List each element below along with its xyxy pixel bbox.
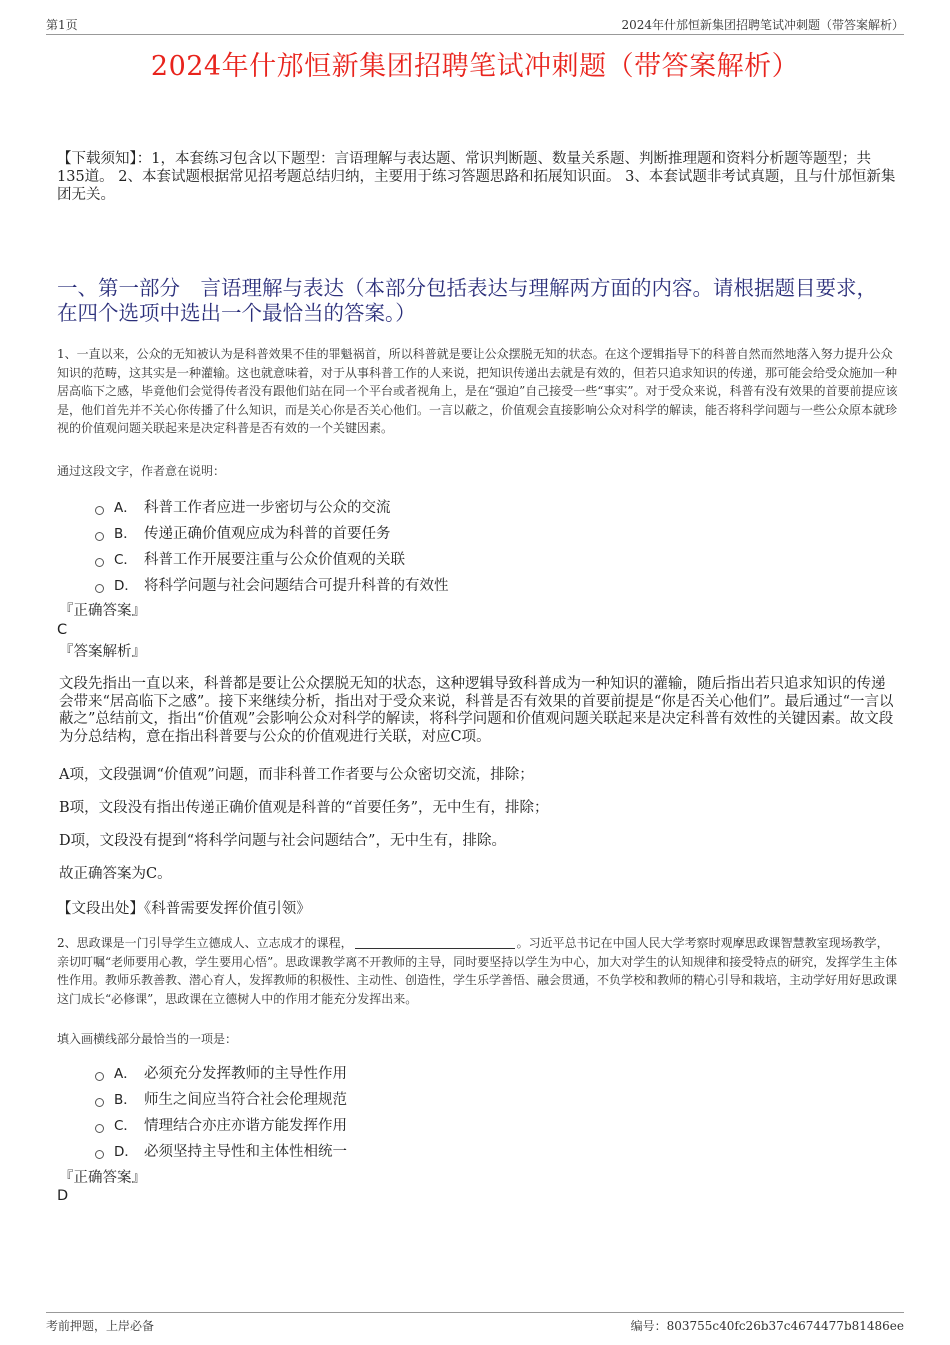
page-number: 第1页 — [46, 18, 78, 32]
radio-icon[interactable] — [95, 532, 104, 541]
radio-icon[interactable] — [95, 506, 104, 515]
option-text: 必须充分发挥教师的主导性作用 — [144, 1065, 347, 1082]
analysis-line-a: A项，文段强调“价值观”问题，而非科普工作者要与公众密切交流，排除； — [59, 767, 534, 783]
answer-value: D — [57, 1188, 69, 1204]
radio-icon[interactable] — [95, 1124, 104, 1133]
question-2-options — [95, 1059, 347, 1163]
document-title: 2024年什邡恒新集团招聘笔试冲刺题（带答案解析） — [150, 51, 800, 82]
radio-icon[interactable] — [95, 558, 104, 567]
option-text: 必须坚持主导性和主体性相统一 — [144, 1143, 347, 1160]
option-a[interactable]: A． 必须充分发挥教师的主导性作用 — [95, 1059, 347, 1085]
question-1-prompt: 通过这段文字，作者意在说明： — [57, 464, 226, 478]
answer-value: C — [57, 622, 68, 638]
footer-doc-id: 编号：803755c40fc26b37c4674477b81486ee — [630, 1319, 904, 1333]
answer-label: 『正确答案』 — [59, 603, 146, 619]
option-text: 情理结合亦庄亦谐方能发挥作用 — [144, 1117, 347, 1134]
fill-blank — [355, 936, 515, 949]
option-c[interactable]: C． 科普工作开展要注重与公众价值观的关联 — [95, 545, 449, 571]
question-1-options — [95, 493, 449, 597]
answer-label: 『正确答案』 — [59, 1170, 146, 1186]
analysis-text: 文段先指出一直以来，科普都是要让公众摆脱无知的状态，这种逻辑导致科普成为一种知识的灌输，随后指出若只追求知识的传递会带来“居高临下之感”。接下来继续分析，指出对于受众来说，科普是否有效果的首要前提是“你是否关心他们”。最后通过“一言以蔽之”总结前文，指出“价值观”会影响公众对科学的解读，将科学问题和价值观问题关联起来是决定科普有效性的关键因素。故文段为分总结构，意在指出科普要与公众的价值观进行关联，对应C项。 — [59, 676, 894, 745]
analysis-line-d: D项，文段没有提到“将科学问题与社会问题结合”，无中生有，排除。 — [59, 833, 506, 849]
page-header — [46, 16, 904, 35]
option-b[interactable]: B． 传递正确价值观应成为科普的首要任务 — [95, 519, 449, 545]
option-c[interactable]: C． 情理结合亦庄亦谐方能发挥作用 — [95, 1111, 347, 1137]
option-text: 将科学问题与社会问题结合可提升科普的有效性 — [144, 577, 449, 594]
option-text: 师生之间应当符合社会伦理规范 — [144, 1091, 347, 1108]
radio-icon[interactable] — [95, 1072, 104, 1081]
header-doc-title: 2024年什邡恒新集团招聘笔试冲刺题（带答案解析） — [621, 18, 904, 32]
download-notice: 【下载须知】：1，本套练习包含以下题型：言语理解与表达题、常识判断题、数量关系题、判断推理题和资料分析题等题型；共135道。 2、本套试题根据常见招考题总结归纳，主要用于练习答题思路和拓展知识面。 3、本套试题非考试真题，且与什邡恒新集团无关。 — [57, 151, 896, 203]
analysis-line-b: B项，文段没有指出传递正确价值观是科普的“首要任务”，无中生有，排除； — [59, 800, 549, 816]
radio-icon[interactable] — [95, 584, 104, 593]
analysis-label: 『答案解析』 — [59, 644, 146, 660]
question-1-text: 1、一直以来，公众的无知被认为是科普效果不佳的罪魁祸首，所以科普就是要让公众摆脱无知的状态。在这个逻辑指导下的科普自然而然地落入努力提升公众知识的范畴，这其实是一种灌输。这也就意味着，对于从事科普工作的人来说，把知识传递出去就是有效的，但若只追求知识的传递，那可能会给受众施加一种居高临下之感，毕竟他们会觉得传者没有跟他们站在同一个平台或者视角上，是在“强迫”自己接受一些“事实”。对于受众来说，科普有没有效果的首要前提应该是，他们首先并不关心你传播了什么知识，而是关心你是否关心他们。一言以蔽之，价值观会直接影响公众对科学的解读，能否将科学问题与一些公众原本就珍视的价值观问题关联起来是决定科普是否有效的一个关键因素。 — [57, 347, 898, 436]
option-text: 科普工作者应进一步密切与公众的交流 — [144, 499, 391, 516]
section-title: 一、第一部分 言语理解与表达（本部分包括表达与理解两方面的内容。请根据题目要求，在四个选项中选出一个最恰当的答案。） — [57, 276, 877, 325]
radio-icon[interactable] — [95, 1150, 104, 1159]
question-2-prompt: 填入画横线部分最恰当的一项是： — [57, 1032, 238, 1046]
option-a[interactable]: A． 科普工作者应进一步密切与公众的交流 — [95, 493, 449, 519]
option-text: 科普工作开展要注重与公众价值观的关联 — [144, 551, 405, 568]
radio-icon[interactable] — [95, 1098, 104, 1107]
page-footer — [46, 1312, 904, 1333]
option-b[interactable]: B． 师生之间应当符合社会伦理规范 — [95, 1085, 347, 1111]
footer-slogan: 考前押题，上岸必备 — [46, 1319, 155, 1333]
analysis-conclusion: 故正确答案为C。 — [59, 866, 172, 882]
option-text: 传递正确价值观应成为科普的首要任务 — [144, 525, 391, 542]
option-d[interactable]: D． 必须坚持主导性和主体性相统一 — [95, 1137, 347, 1163]
option-d[interactable]: D． 将科学问题与社会问题结合可提升科普的有效性 — [95, 571, 449, 597]
question-2-text: 2、思政课是一门引导学生立德成人、立志成才的课程， 。习近平总书记在中国人民大学考察时观摩思政课智慧教室现场教学，亲切叮嘱“老师要用心教，学生要用心悟”。思政课教学离不开教师的主导，同时要坚持以学生为中心，加大对学生的认知规律和接受特点的研究，发挥学生主体性作用。教师乐教善教、潜心育人，发挥教师的积极性、主动性、创造性，学生乐学善悟、融会贯通，不负学校和教师的精心引导和栽培，主动学好用好思政课这门成长“必修课”，思政课在立德树人中的作用才能充分发挥出来。 — [57, 936, 898, 1006]
source-citation: 【文段出处】《科普需要发挥价值引领》 — [57, 901, 311, 917]
